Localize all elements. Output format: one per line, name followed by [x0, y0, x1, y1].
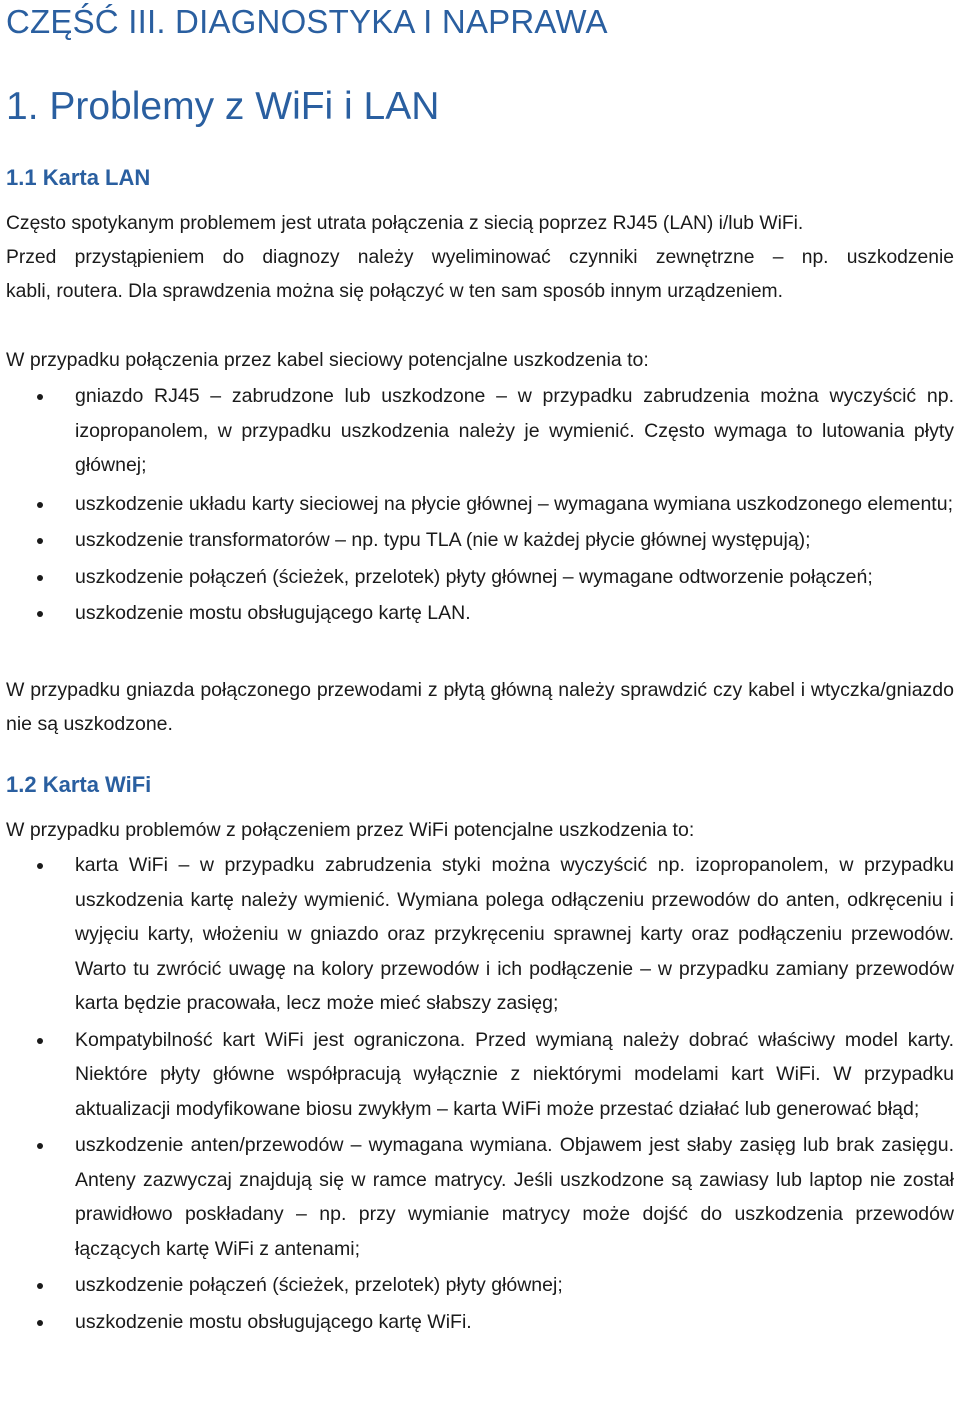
list-item	[0, 596, 954, 631]
part-title: CZĘŚĆ III. DIAGNOSTYKA I NAPRAWA	[6, 3, 608, 40]
bullet-icon	[37, 502, 43, 508]
list-item	[0, 487, 954, 522]
list-item	[0, 379, 954, 483]
list-item	[0, 1023, 954, 1127]
bullet-icon	[37, 1143, 43, 1149]
list-item-text: uszkodzenie mostu obsługującego kartę WiFi.	[75, 1310, 472, 1333]
lan-lead-paragraph: W przypadku połączenia przez kabel sieciowy potencjalne uszkodzenia to:	[6, 349, 649, 371]
list-item	[0, 848, 954, 1021]
bullet-icon	[37, 575, 43, 581]
lan-bullet-list	[0, 379, 954, 633]
section-title-lan: 1.1 Karta LAN	[6, 165, 151, 190]
lan-intro-line-2: Przed przystąpieniem do diagnozy należy wyeliminować czynniki zewnętrzne – np. uszkodzenie	[6, 247, 954, 268]
list-item-text: gniazdo RJ45 – zabrudzone lub uszkodzone – w przypadku zabrudzenia można wyczyścić np. izopropanolem, w przypadku uszkodzenia należy je wymienić. Często wymaga to lutowania płyty głównej;	[75, 385, 954, 476]
bullet-icon	[37, 1283, 43, 1289]
wifi-lead-paragraph: W przypadku problemów z połączeniem przez WiFi potencjalne uszkodzenia to:	[6, 819, 695, 841]
list-item-text: uszkodzenie anten/przewodów – wymagana wymiana. Objawem jest słaby zasięg lub brak zasięgu. Anteny zazwyczaj znajdują się w ramce matrycy. Jeśli uszkodzone są zawiasy lub laptop nie został prawidłowo poskładany – np. przy wymianie matrycy może dojść do uszkodzenia przewodów łączących kartę WiFi z antenami;	[75, 1134, 954, 1260]
bullet-icon	[37, 394, 43, 400]
lan-cable-paragraph: W przypadku gniazda połączonego przewodami z płytą główną należy sprawdzić czy kabel i wtyczka/gniazdo nie są uszkodzone.	[6, 679, 954, 735]
lan-intro-paragraph	[6, 207, 954, 309]
list-item-text: uszkodzenie połączeń (ścieżek, przelotek) płyty głównej – wymagane odtworzenie połączeń;	[75, 565, 873, 588]
list-item	[0, 1268, 954, 1303]
list-item	[0, 1305, 954, 1340]
bullet-icon	[37, 1320, 43, 1326]
list-item	[0, 1128, 954, 1266]
list-item-text: karta WiFi – w przypadku zabrudzenia styki można wyczyścić np. izopropanolem, w przypadku uszkodzenia kartę należy wymienić. Wymiana polega odłączeniu przewodów do anten, odkręceniu i wyjęciu karty, włożeniu w gniazdo oraz przykręceniu sprawnej karty oraz podłączeniu przewodów. Warto tu zwrócić uwagę na kolory przewodów i ich podłączenie – w przypadku zamiany przewodów karta będzie pracowała, lecz może mieć słabszy zasięg;	[75, 854, 954, 1014]
list-item-text: uszkodzenie mostu obsługującego kartę LAN.	[75, 602, 471, 624]
bullet-icon	[37, 863, 43, 869]
list-item-text: uszkodzenie układu karty sieciowej na płycie głównej – wymagana wymiana uszkodzonego elementu;	[75, 492, 953, 515]
wifi-bullet-list	[0, 848, 954, 1341]
list-item	[0, 523, 954, 558]
list-item	[0, 560, 954, 595]
chapter-title: 1. Problemy z WiFi i LAN	[6, 85, 440, 128]
section-title-wifi: 1.2 Karta WiFi	[6, 772, 152, 797]
bullet-icon	[37, 611, 43, 617]
list-item-text: Kompatybilność kart WiFi jest ograniczona. Przed wymianą należy dobrać właściwy model karty. Niektóre płyty główne współpracują wyłącznie z niektórymi modelami kart WiFi. W przypadku aktualizacji modyfikowane biosu zwykłym – karta WiFi może przestać działać lub generować błąd;	[75, 1028, 954, 1120]
list-item-text: uszkodzenie połączeń (ścieżek, przelotek) płyty głównej;	[75, 1274, 563, 1296]
bullet-icon	[37, 1038, 43, 1044]
lan-intro-line-1: Często spotykanym problemem jest utrata połączenia z siecią poprzez RJ45 (LAN) i/lub WiFi.	[6, 213, 804, 234]
list-item-text: uszkodzenie transformatorów – np. typu TLA (nie w każdej płycie głównej występują);	[75, 529, 811, 551]
lan-intro-line-3: kabli, routera. Dla sprawdzenia można się połączyć w ten sam sposób innym urządzeniem.	[6, 281, 783, 302]
bullet-icon	[37, 538, 43, 544]
